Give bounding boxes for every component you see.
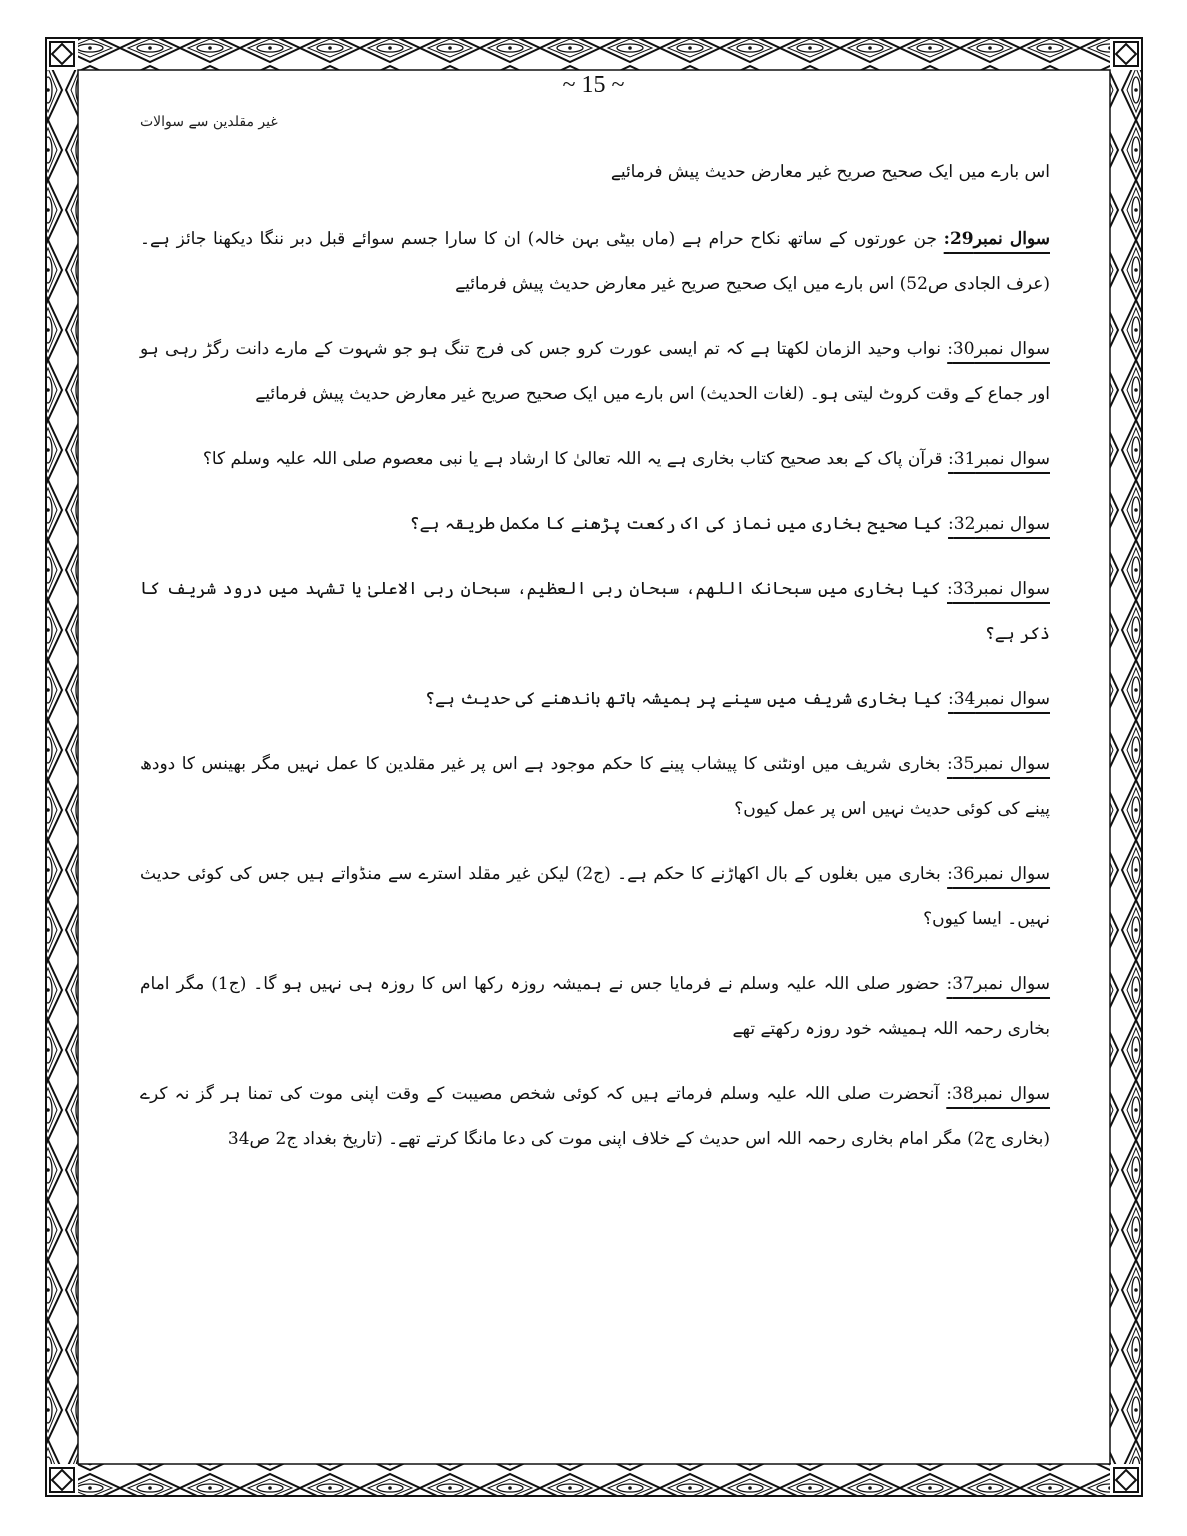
question-32 <box>140 502 1050 547</box>
question-text: کیا بخاری میں سبحانک اللھم، سبحان ربی العظیم، سبحان ربی الاعلیٰ یا تشہد میں درود شریف کا ذکر ہے؟ <box>140 579 1050 644</box>
question-label: سوال نمبر30: <box>947 339 1050 359</box>
question-label: سوال نمبر32: <box>948 514 1050 534</box>
question-text: نواب وحید الزمان لکھتا ہے کہ تم ایسی عورت کرو جس کی فرج تنگ ہو جو شہوت کے مارے دانت رگڑ رہی ہو اور جماع کے وقت کروٹ لیتی ہو۔ (لغات الحدیث) اس بارے میں ایک صحیح صریح غیر معارض حدیث پیش فرمائیے <box>140 339 1050 404</box>
intro-paragraph: اس بارے میں ایک صحیح صریح غیر معارض حدیث پیش فرمائیے <box>610 162 1050 182</box>
question-38 <box>140 1072 1050 1162</box>
question-36 <box>140 852 1050 942</box>
question-label: سوال نمبر37: <box>946 974 1051 994</box>
question-text: بخاری شریف میں اونٹنی کا پیشاب پینے کا حکم موجود ہے اس پر غیر مقلدین کا عمل نہیں مگر بھینس کا دودھ پینے کی کوئی حدیث نہیں اس پر عمل کیوں؟ <box>140 754 1050 819</box>
question-label: سوال نمبر38: <box>946 1084 1051 1104</box>
page-content <box>140 150 1050 1182</box>
question-33 <box>140 567 1050 657</box>
question-34 <box>140 677 1050 722</box>
question-35 <box>140 742 1050 832</box>
question-text: کیا بخاری شریف میں سینے پر ہمیشہ ہاتھ باندھنے کی حدیث ہے؟ <box>424 689 949 709</box>
question-label: سوال نمبر35: <box>946 754 1051 774</box>
question-31 <box>140 437 1050 482</box>
question-text: آنحضرت صلی اللہ علیہ وسلم فرماتے ہیں کہ کوئی شخص مصیبت کے وقت اپنی موت کی تمنا ہر گز نہ کرے (بخاری ج2) مگر امام بخاری رحمہ اللہ اس حدیث کے خلاف اپنی موت کی دعا مانگا کرتے تھے۔ (تاریخ بغداد ج2 ص34 <box>140 1084 1050 1149</box>
question-label: سوال نمبر29: <box>943 229 1050 249</box>
question-text: بخاری میں بغلوں کے بال اکھاڑنے کا حکم ہے۔ (ج2) لیکن غیر مقلد استرے سے منڈواتے ہیں جس کی کوئی حدیث نہیں۔ ایسا کیوں؟ <box>140 864 1050 929</box>
question-37 <box>140 962 1050 1052</box>
question-label: سوال نمبر36: <box>947 864 1051 884</box>
question-text: جن عورتوں کے ساتھ نکاح حرام ہے (ماں بیٹی بہن خالہ) ان کا سارا جسم سوائے قبل دبر ننگا دیکھنا جائز ہے۔ (عرف الجادی ص52) اس بارے میں ایک صحیح صریح غیر معارض حدیث پیش فرمائیے <box>140 229 1050 294</box>
page-number: ~ 15 ~ <box>562 72 625 98</box>
question-label: سوال نمبر33: <box>947 579 1050 599</box>
question-29 <box>140 217 1050 307</box>
question-30 <box>140 327 1050 417</box>
question-text: حضور صلی اللہ علیہ وسلم نے فرمایا جس نے ہمیشہ روزہ رکھا اس کا روزہ ہی نہیں ہو گا۔ (ج1) مگر امام بخاری رحمہ اللہ ہمیشہ خود روزہ رکھتے تھے <box>140 974 1050 1039</box>
question-label: سوال نمبر31: <box>948 449 1050 469</box>
question-text: کیا صحیح بخاری میں نماز کی اک رکعت پڑھنے کا مکمل طریقہ ہے؟ <box>409 514 949 534</box>
question-text: قرآن پاک کے بعد صحیح کتاب بخاری ہے یہ اللہ تعالیٰ کا ارشاد ہے یا نبی معصوم صلی اللہ علیہ وسلم کا؟ <box>202 449 949 469</box>
header-title: غیر مقلدین سے سوالات <box>140 114 278 130</box>
question-label: سوال نمبر34: <box>948 689 1050 709</box>
